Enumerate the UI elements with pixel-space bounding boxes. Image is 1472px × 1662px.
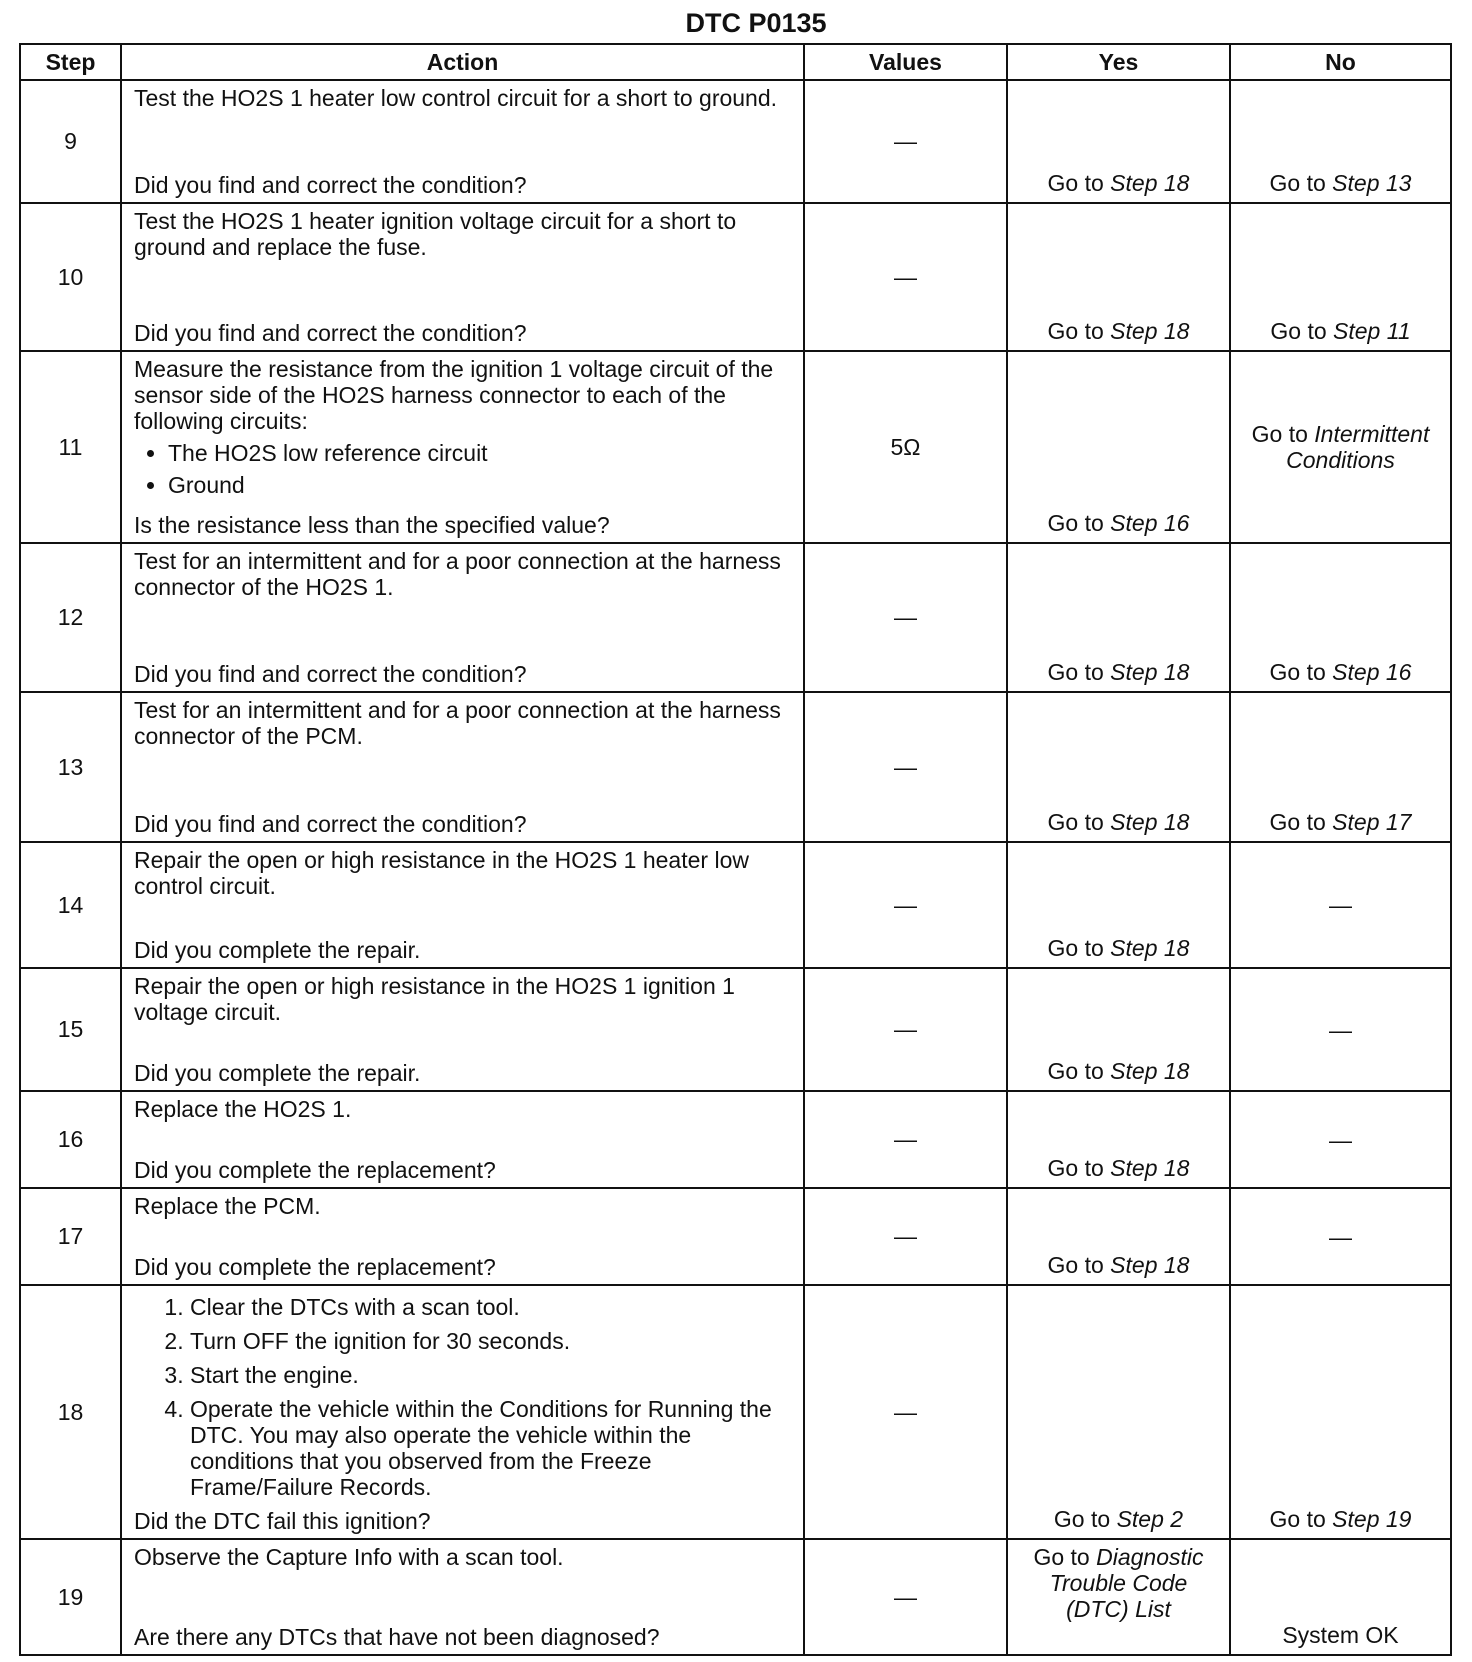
value-cell: —: [804, 842, 1007, 968]
table-row: [20, 1285, 1451, 1539]
go-to-label: Go to: [1269, 1506, 1326, 1532]
page-title: DTC P0135: [685, 8, 827, 38]
table-row: [20, 543, 1451, 692]
action-text: Observe the Capture Info with a scan tool.: [134, 1544, 564, 1570]
yes-cell: [1007, 1539, 1230, 1655]
action-question: Did you complete the replacement?: [134, 1254, 496, 1280]
yes-target: Step 16: [1110, 510, 1190, 536]
value-cell: —: [804, 1539, 1007, 1655]
action-question: Did you complete the replacement?: [134, 1157, 496, 1183]
action-cell: [121, 1285, 804, 1539]
yes-target: Step 18: [1110, 1155, 1190, 1181]
value-cell: —: [804, 968, 1007, 1091]
yes-cell: [1007, 1285, 1230, 1539]
action-cell: [121, 1188, 804, 1285]
no-cell: [1230, 1285, 1451, 1539]
action-cell: [121, 1091, 804, 1188]
yes-target: Step 18: [1110, 659, 1190, 685]
yes-cell: [1007, 1091, 1230, 1188]
action-cell: [121, 968, 804, 1091]
yes-target: Step 2: [1116, 1506, 1184, 1532]
no-cell: [1230, 1539, 1451, 1655]
go-to-label: Go to: [1270, 318, 1327, 344]
go-to-label: Go to: [1047, 659, 1104, 685]
action-question: Did you find and correct the condition?: [134, 661, 527, 687]
table-row: [20, 203, 1451, 351]
go-to-label: Go to: [1047, 809, 1104, 835]
step-number: 11: [20, 351, 121, 543]
no-cell: [1230, 692, 1451, 842]
table-row: [20, 351, 1451, 543]
step-number: 9: [20, 80, 121, 203]
go-to-label: Go to: [1033, 1544, 1090, 1570]
go-to-label: Go to: [1047, 1252, 1104, 1278]
go-to-label: Go to: [1047, 318, 1104, 344]
step-number: 19: [20, 1539, 121, 1655]
yes-cell: [1007, 80, 1230, 203]
value-cell: —: [804, 203, 1007, 351]
action-question: Did you find and correct the condition?: [134, 811, 527, 837]
action-text: Replace the HO2S 1.: [134, 1096, 352, 1122]
action-text: Test for an intermittent and for a poor connection at the harness connector of the PCM.: [134, 697, 781, 749]
action-question: Are there any DTCs that have not been diagnosed?: [134, 1624, 660, 1650]
step-item: 4. Operate the vehicle within the Conditions for Running the DTC. You may also operate the vehicle within the conditions that you observed from the Freeze Frame/Failure Records.: [190, 1396, 791, 1500]
table-row: [20, 1188, 1451, 1285]
yes-target: Step 18: [1110, 318, 1190, 344]
no-target: Step 16: [1332, 659, 1412, 685]
action-text: Repair the open or high resistance in the HO2S 1 ignition 1 voltage circuit.: [134, 973, 735, 1025]
table-row: [20, 80, 1451, 203]
action-question: Did you find and correct the condition?: [134, 320, 527, 346]
step-item: 3. Start the engine.: [190, 1362, 791, 1388]
yes-cell: [1007, 351, 1230, 543]
yes-target: Step 18: [1110, 170, 1190, 196]
table-row: [20, 1091, 1451, 1188]
no-dash: —: [1329, 1016, 1352, 1043]
value-cell: —: [804, 1091, 1007, 1188]
value-cell: 5Ω: [804, 351, 1007, 543]
action-text: Repair the open or high resistance in the HO2S 1 heater low control circuit.: [134, 847, 749, 899]
action-text: Test the HO2S 1 heater low control circuit for a short to ground.: [134, 85, 778, 111]
action-text: Test the HO2S 1 heater ignition voltage circuit for a short to ground and replace the fuse.: [134, 208, 737, 260]
numbered-steps: [134, 1294, 791, 1508]
bullet-list: [134, 440, 791, 498]
header-step: Step: [20, 44, 121, 80]
yes-cell: [1007, 842, 1230, 968]
go-to-label: Go to: [1047, 935, 1104, 961]
header-action: Action: [121, 44, 804, 80]
header-no: No: [1230, 44, 1451, 80]
header-row: [20, 44, 1451, 80]
no-target: Step 17: [1332, 809, 1412, 835]
value-cell: —: [804, 692, 1007, 842]
go-to-label: Go to: [1047, 1058, 1104, 1084]
yes-cell: [1007, 1188, 1230, 1285]
no-cell: [1230, 1188, 1451, 1285]
value-cell: —: [804, 543, 1007, 692]
action-question: Did you complete the repair.: [134, 1060, 421, 1086]
go-to-label: Go to: [1269, 170, 1326, 196]
yes-target: Step 18: [1110, 809, 1190, 835]
bullet-item: • Ground: [168, 472, 791, 498]
no-dash: —: [1329, 1126, 1352, 1153]
go-to-label: Go to: [1251, 421, 1308, 447]
header-yes: Yes: [1007, 44, 1230, 80]
table-row: [20, 842, 1451, 968]
step-number: 16: [20, 1091, 121, 1188]
step-number: 14: [20, 842, 121, 968]
step-item: 1. Clear the DTCs with a scan tool.: [190, 1294, 791, 1320]
no-target: Step 19: [1332, 1506, 1412, 1532]
bullet-item: • The HO2S low reference circuit: [168, 440, 791, 466]
action-question: Did you complete the repair.: [134, 937, 421, 963]
no-target: Step 13: [1332, 170, 1412, 196]
go-to-label: Go to: [1047, 510, 1104, 536]
no-cell: [1230, 203, 1451, 351]
value-cell: —: [804, 80, 1007, 203]
yes-cell: [1007, 543, 1230, 692]
go-to-label: Go to: [1047, 170, 1104, 196]
no-cell: [1230, 543, 1451, 692]
action-text: Test for an intermittent and for a poor connection at the harness connector of the HO2S 1.: [134, 548, 781, 600]
step-number: 17: [20, 1188, 121, 1285]
action-cell: [121, 692, 804, 842]
action-cell: [121, 80, 804, 203]
yes-target: Diagnostic Trouble Code (DTC) List: [1049, 1544, 1204, 1622]
dtc-table: [19, 43, 1452, 1656]
action-question: Did the DTC fail this ignition?: [134, 1508, 431, 1534]
go-to-label: Go to: [1269, 659, 1326, 685]
no-cell: [1230, 80, 1451, 203]
step-number: 10: [20, 203, 121, 351]
action-cell: [121, 543, 804, 692]
action-text: Measure the resistance from the ignition 1 voltage circuit of the sensor side of the HO2S harness connector to each of the following circuits:: [134, 356, 774, 434]
action-cell: [121, 842, 804, 968]
header-values: Values: [804, 44, 1007, 80]
step-number: 12: [20, 543, 121, 692]
yes-target: Step 18: [1110, 1058, 1190, 1084]
value-cell: —: [804, 1188, 1007, 1285]
go-to-label: Go to: [1269, 809, 1326, 835]
no-cell: [1230, 968, 1451, 1091]
yes-cell: [1007, 203, 1230, 351]
yes-cell: [1007, 692, 1230, 842]
no-cell: [1230, 1091, 1451, 1188]
yes-cell: [1007, 968, 1230, 1091]
no-cell: [1230, 351, 1451, 543]
no-dash: —: [1329, 892, 1352, 918]
no-target: Step 11: [1333, 318, 1411, 344]
go-to-label: Go to: [1047, 1155, 1104, 1181]
action-question: Is the resistance less than the specified value?: [134, 512, 610, 538]
action-cell: [121, 203, 804, 351]
yes-target: Step 18: [1110, 1252, 1190, 1278]
step-number: 15: [20, 968, 121, 1091]
no-result: System OK: [1282, 1622, 1399, 1648]
table-row: [20, 968, 1451, 1091]
no-dash: —: [1329, 1223, 1352, 1250]
step-item: 2. Turn OFF the ignition for 30 seconds.: [190, 1328, 791, 1354]
action-question: Did you find and correct the condition?: [134, 172, 527, 198]
go-to-label: Go to: [1053, 1506, 1111, 1532]
step-number: 18: [20, 1285, 121, 1539]
table-row: [20, 1539, 1451, 1655]
no-cell: [1230, 842, 1451, 968]
action-text: Replace the PCM.: [134, 1193, 321, 1219]
value-cell: —: [804, 1285, 1007, 1539]
step-number: 13: [20, 692, 121, 842]
table-row: [20, 692, 1451, 842]
action-cell: [121, 351, 804, 543]
action-cell: [121, 1539, 804, 1655]
no-target: Intermittent Conditions: [1286, 421, 1430, 473]
yes-target: Step 18: [1110, 935, 1190, 961]
